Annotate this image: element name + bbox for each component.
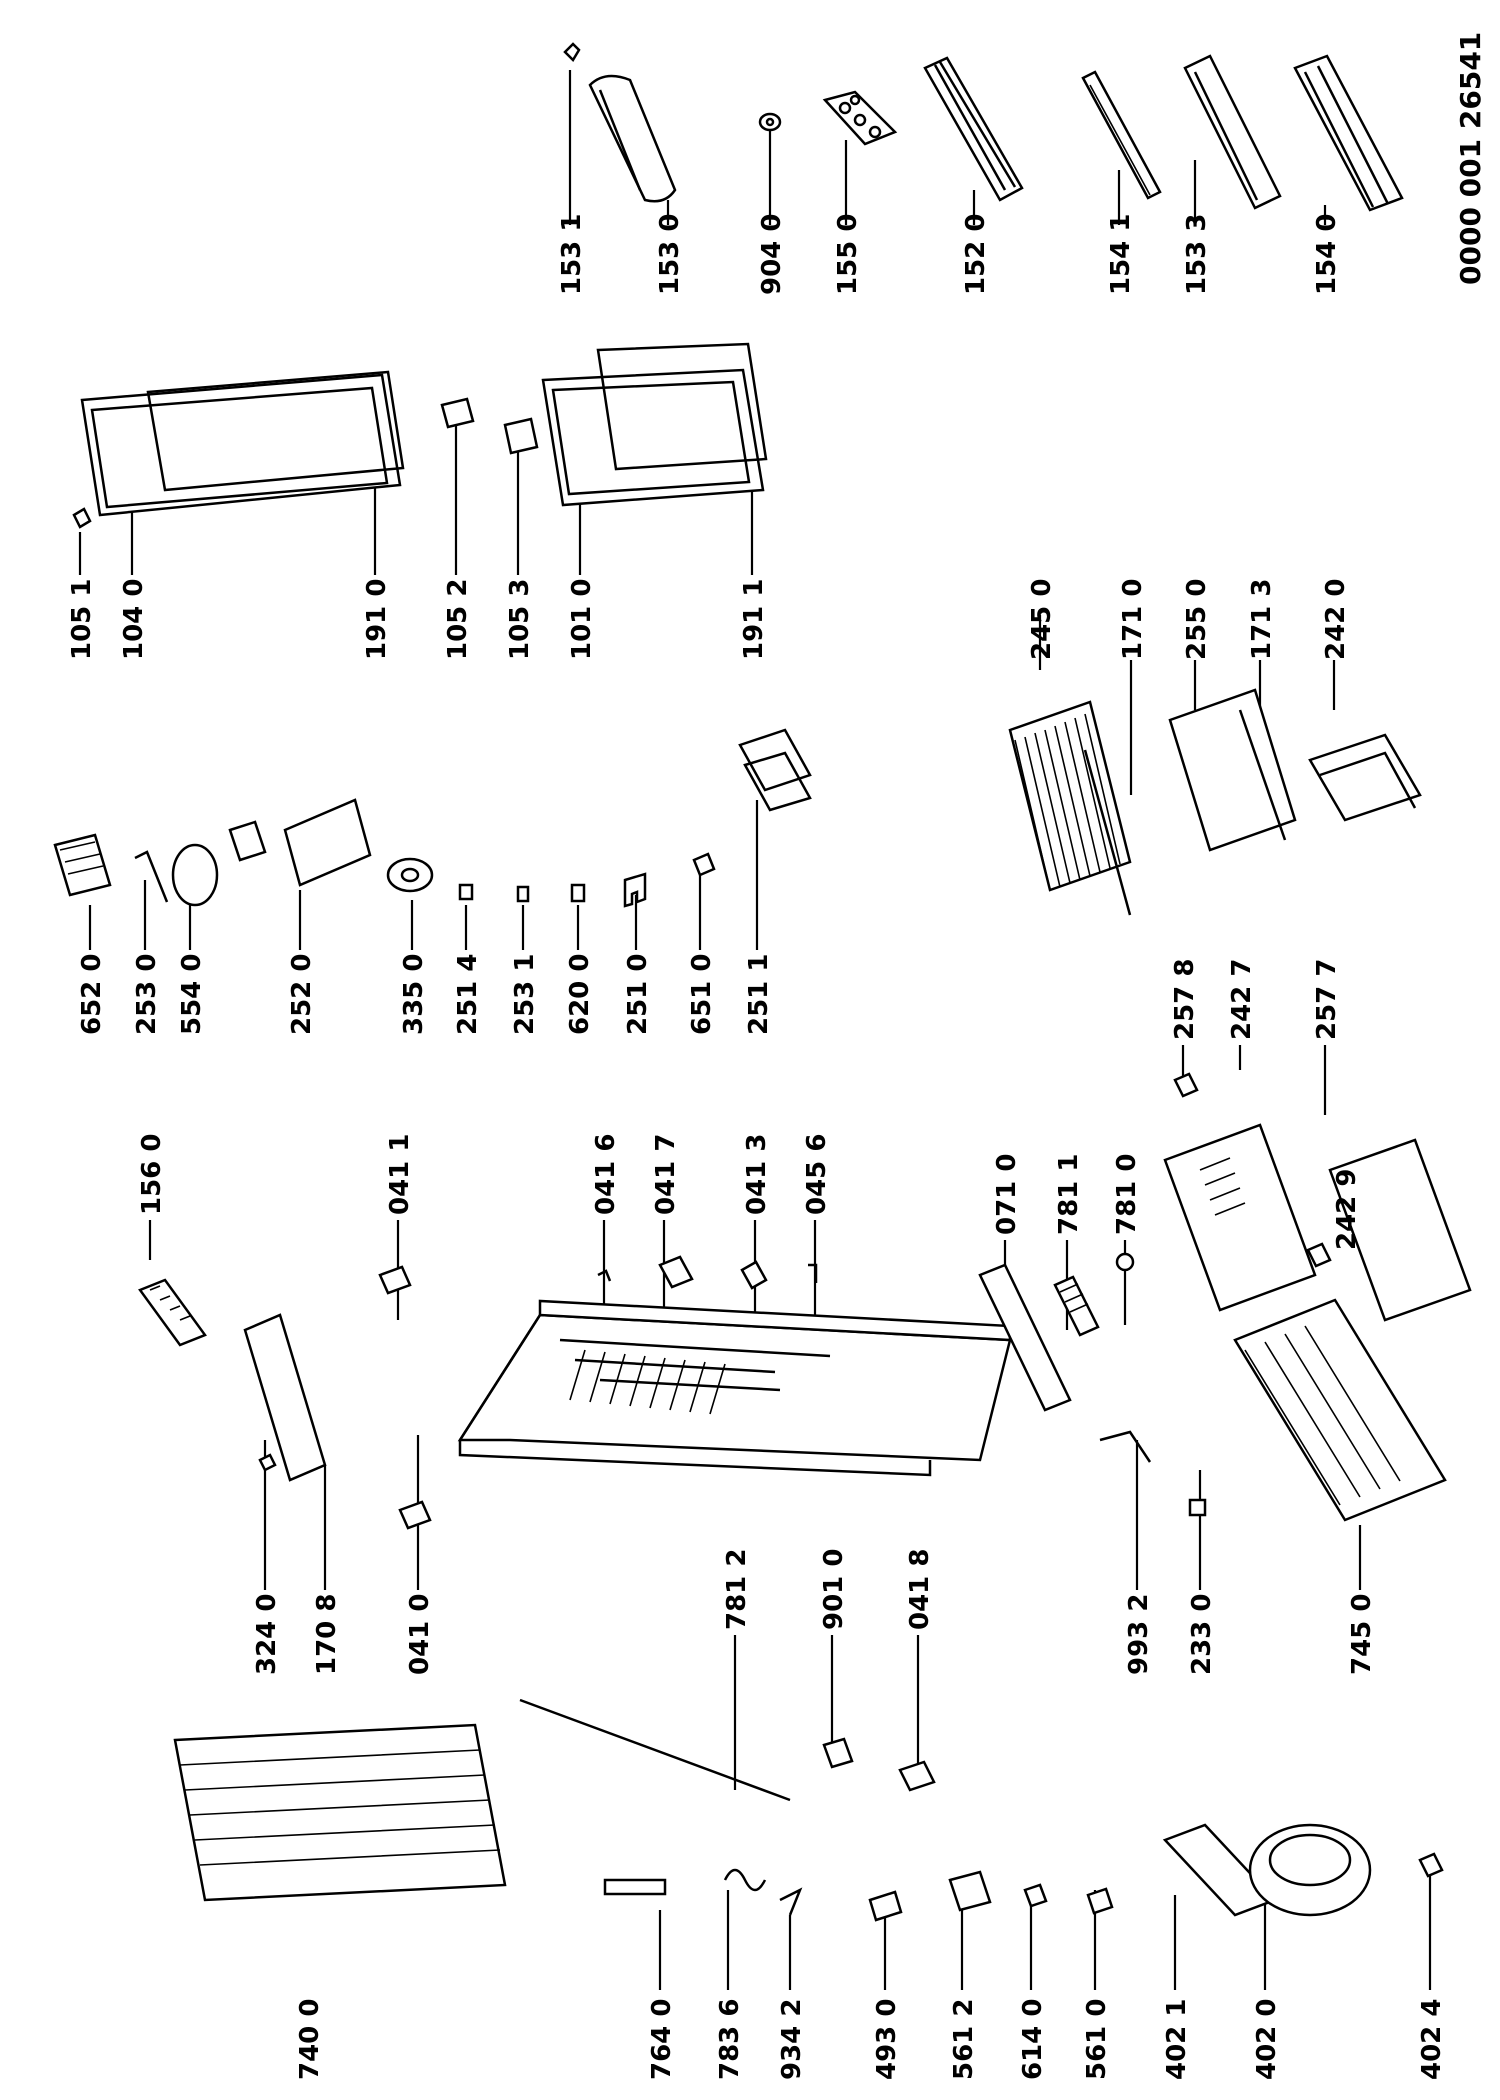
label-251-1: 251 1 (744, 953, 774, 1035)
label-493-0: 493 0 (872, 1998, 902, 2080)
label-105-1: 105 1 (67, 578, 97, 660)
label-101-0: 101 0 (567, 578, 597, 660)
part-764-0-filter (605, 1880, 665, 1894)
label-041-3: 041 3 (742, 1133, 772, 1215)
part-402-4-grommet (1420, 1854, 1442, 1876)
label-901-0: 901 0 (819, 1548, 849, 1630)
part-104-0-freezer-door (82, 375, 400, 515)
label-764-0: 764 0 (647, 1998, 677, 2080)
label-904-0: 904 0 (757, 213, 787, 295)
label-251-0: 251 0 (623, 953, 653, 1035)
part-cabinet (460, 1301, 1010, 1475)
label-156-0: 156 0 (137, 1133, 167, 1215)
part-651-0-lamp (694, 854, 714, 875)
label-745-0: 745 0 (1347, 1593, 1377, 1675)
part-620-0-switch (572, 885, 584, 901)
part-253-1-small-part (518, 887, 528, 901)
part-245-0-wire-shelf (1010, 702, 1130, 890)
part-253-0-sensor (135, 852, 167, 902)
part-783-6-capillary (725, 1870, 765, 1890)
label-257-8: 257 8 (1170, 958, 1200, 1040)
part-155-0-egg-tray (825, 92, 895, 144)
part-041-1-bracket (380, 1267, 410, 1293)
part-740-0-condenser (175, 1725, 505, 1900)
label-233-0: 233 0 (1187, 1593, 1217, 1675)
part-781-0-fan-blade (1117, 1254, 1133, 1270)
label-324-0: 324 0 (252, 1593, 282, 1675)
part-153-0-door-shelf-cover (590, 76, 675, 201)
label-154-0: 154 0 (1312, 213, 1342, 295)
part-901-0-bracket (824, 1739, 852, 1767)
label-041-0: 041 0 (405, 1593, 435, 1675)
label-253-0: 253 0 (132, 953, 162, 1035)
label-041-7: 041 7 (651, 1133, 681, 1215)
label-105-2: 105 2 (443, 578, 473, 660)
label-781-0: 781 0 (1112, 1153, 1142, 1235)
part-156-0-ice-tray (140, 1280, 205, 1345)
label-242-7: 242 7 (1227, 958, 1257, 1040)
label-104-0: 104 0 (119, 578, 149, 660)
part-251-4-small-part (460, 885, 472, 899)
part-493-0-relay (870, 1892, 901, 1920)
label-041-1: 041 1 (385, 1133, 415, 1215)
part-041-8-bracket (900, 1762, 934, 1790)
label-191-1: 191 1 (739, 578, 769, 660)
label-402-1: 402 1 (1162, 1998, 1192, 2080)
label-252-0: 252 0 (287, 953, 317, 1035)
part-904-0-knob (760, 114, 780, 130)
label-242-0: 242 0 (1321, 578, 1351, 660)
label-253-1: 253 1 (510, 953, 540, 1035)
part-153-3-door-balcony (1185, 56, 1280, 208)
label-257-7: 257 7 (1312, 958, 1342, 1040)
label-554-0: 554 0 (177, 953, 207, 1035)
part-154-0-bottle-balcony (1295, 56, 1402, 210)
label-171-0: 171 0 (1118, 578, 1148, 660)
part-105-3-hinge (505, 419, 537, 453)
document-code: 0000 001 26541 (1454, 31, 1487, 285)
part-652-0-control-unit (55, 835, 110, 895)
label-251-4: 251 4 (453, 953, 483, 1035)
part-561-2-thermostat (950, 1872, 990, 1910)
label-153-0: 153 0 (655, 213, 685, 295)
part-154-1-door-bar (1083, 72, 1160, 198)
part-614-0-lamp-holder (1025, 1885, 1046, 1906)
label-402-0: 402 0 (1252, 1998, 1282, 2080)
label-105-3: 105 3 (505, 578, 535, 660)
part-554-0-fan (173, 822, 265, 905)
label-153-3: 153 3 (1182, 213, 1212, 295)
part-251-1-thermostat-housing (740, 730, 810, 810)
label-242-9: 242 9 (1332, 1168, 1362, 1250)
label-071-0: 071 0 (992, 1153, 1022, 1235)
label-614-0: 614 0 (1018, 1998, 1048, 2080)
part-105-1-hinge-cap (74, 509, 90, 527)
label-781-2: 781 2 (722, 1548, 752, 1630)
label-651-0: 651 0 (687, 953, 717, 1035)
part-233-0-small-part (1190, 1500, 1205, 1515)
part-labels (67, 32, 1487, 2080)
label-041-8: 041 8 (905, 1548, 935, 1630)
part-255-0-glass-shelf (1170, 690, 1295, 850)
part-170-8-evaporator-cover (245, 1315, 325, 1480)
label-781-1: 781 1 (1054, 1153, 1084, 1235)
part-781-1-fan-guard (1055, 1277, 1098, 1335)
label-154-1: 154 1 (1106, 213, 1136, 295)
part-934-2-wire (780, 1890, 800, 1915)
label-934-2: 934 2 (777, 1998, 807, 2080)
part-335-0-knob (388, 859, 432, 891)
part-252-0-lamp-cover (285, 800, 370, 885)
part-257-8-latch (1175, 1074, 1197, 1096)
part-041-3-bracket (742, 1262, 766, 1288)
label-783-6: 783 6 (715, 1998, 745, 2080)
part-324-0-small-part (260, 1455, 275, 1470)
label-255-0: 255 0 (1182, 578, 1212, 660)
label-620-0: 620 0 (565, 953, 595, 1035)
part-561-0-thermostat (1088, 1889, 1112, 1913)
label-155-0: 155 0 (833, 213, 863, 295)
part-745-0-condenser-rack (1235, 1300, 1445, 1520)
label-153-1: 153 1 (557, 213, 587, 295)
label-045-6: 045 6 (802, 1133, 832, 1215)
label-245-0: 245 0 (1027, 578, 1057, 660)
part-101-0-fridge-door (543, 370, 763, 505)
label-041-6: 041 6 (591, 1133, 621, 1215)
label-152-0: 152 0 (961, 213, 991, 295)
part-152-0-door-balcony (925, 58, 1022, 200)
label-170-8: 170 8 (312, 1593, 342, 1675)
part-242-7-freezer-basket (1165, 1125, 1315, 1310)
part-045-6-screw (808, 1265, 816, 1283)
label-740-0: 740 0 (295, 1998, 325, 2080)
label-561-0: 561 0 (1082, 1998, 1112, 2080)
part-993-2-heater (1100, 1432, 1150, 1462)
label-402-4: 402 4 (1417, 1998, 1447, 2080)
part-041-0-bracket (400, 1502, 430, 1528)
part-402-0-compressor (1250, 1825, 1370, 1915)
label-191-0: 191 0 (362, 578, 392, 660)
label-171-3: 171 3 (1247, 578, 1277, 660)
part-105-2-hinge-plate (442, 399, 473, 427)
label-993-2: 993 2 (1124, 1593, 1154, 1675)
part-153-1-small-clip (565, 44, 579, 60)
label-335-0: 335 0 (399, 953, 429, 1035)
label-561-2: 561 2 (949, 1998, 979, 2080)
part-781-2-rod (520, 1700, 790, 1800)
label-652-0: 652 0 (77, 953, 107, 1035)
part-242-0-drawer (1310, 735, 1420, 820)
